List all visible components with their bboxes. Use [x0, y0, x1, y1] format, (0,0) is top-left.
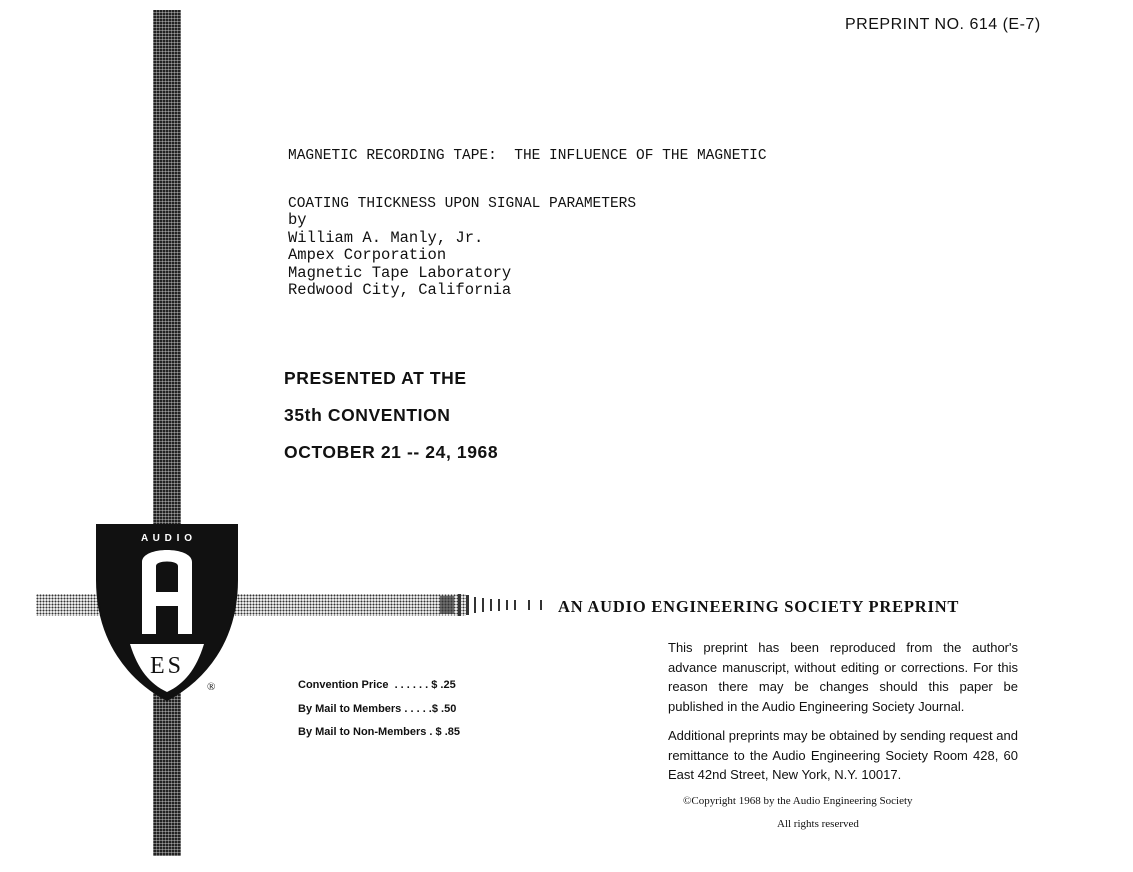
preprint-number: PREPRINT NO. 614 (E-7)	[845, 16, 1041, 33]
presented-line: PRESENTED AT THE	[284, 368, 467, 388]
rights-reserved: All rights reserved	[777, 818, 859, 830]
vertical-textured-bar	[153, 10, 181, 856]
notice-text-2: Additional preprints may be obtained by sending request and remittance to the Audio Engineering Society Room 428, 60 East 42nd Street, New York, N.Y. 10017.	[668, 728, 1018, 782]
affiliation-2: Magnetic Tape Laboratory	[288, 263, 512, 282]
author-name: William A. Manly, Jr.	[288, 228, 484, 247]
logo-top-text: A U D I O	[141, 533, 193, 544]
registered-mark: ®	[207, 681, 216, 693]
price-non-members: By Mail to Non-Members . $ .85	[298, 726, 460, 738]
aes-logo	[94, 522, 240, 704]
byline	[288, 212, 511, 300]
price-list	[298, 674, 460, 745]
price-convention: Convention Price . . . . . . $ .25	[298, 679, 456, 691]
date-line: OCTOBER 21 -- 24, 1968	[284, 442, 499, 462]
notice-paragraph-2	[668, 726, 1018, 785]
convention-line: 35th CONVENTION	[284, 405, 451, 425]
affiliation-1: Ampex Corporation	[288, 246, 447, 264]
affiliation-3: Redwood City, California	[288, 281, 512, 299]
society-banner: AN AUDIO ENGINEERING SOCIETY PREPRINT	[558, 597, 960, 616]
title-line-1: MAGNETIC RECORDING TAPE: THE INFLUENCE OF THE MAGNETIC	[288, 148, 767, 164]
by-label: by	[288, 211, 307, 229]
price-members: By Mail to Members . . . . .$ .50	[298, 702, 457, 715]
dotted-band-fade	[440, 590, 550, 620]
title-line-2: COATING THICKNESS UPON SIGNAL PARAMETERS	[288, 196, 637, 212]
logo-bottom-text: ES	[149, 653, 185, 679]
copyright: ©Copyright 1968 by the Audio Engineering Society	[683, 795, 913, 807]
notice-paragraph-1	[668, 638, 1018, 716]
notice-text-1: This preprint has been reproduced from the author's advance manuscript, without editing or corrections. For this reason there may be changes should this paper be published in the Audio Engineering Society Journal.	[668, 640, 1018, 714]
